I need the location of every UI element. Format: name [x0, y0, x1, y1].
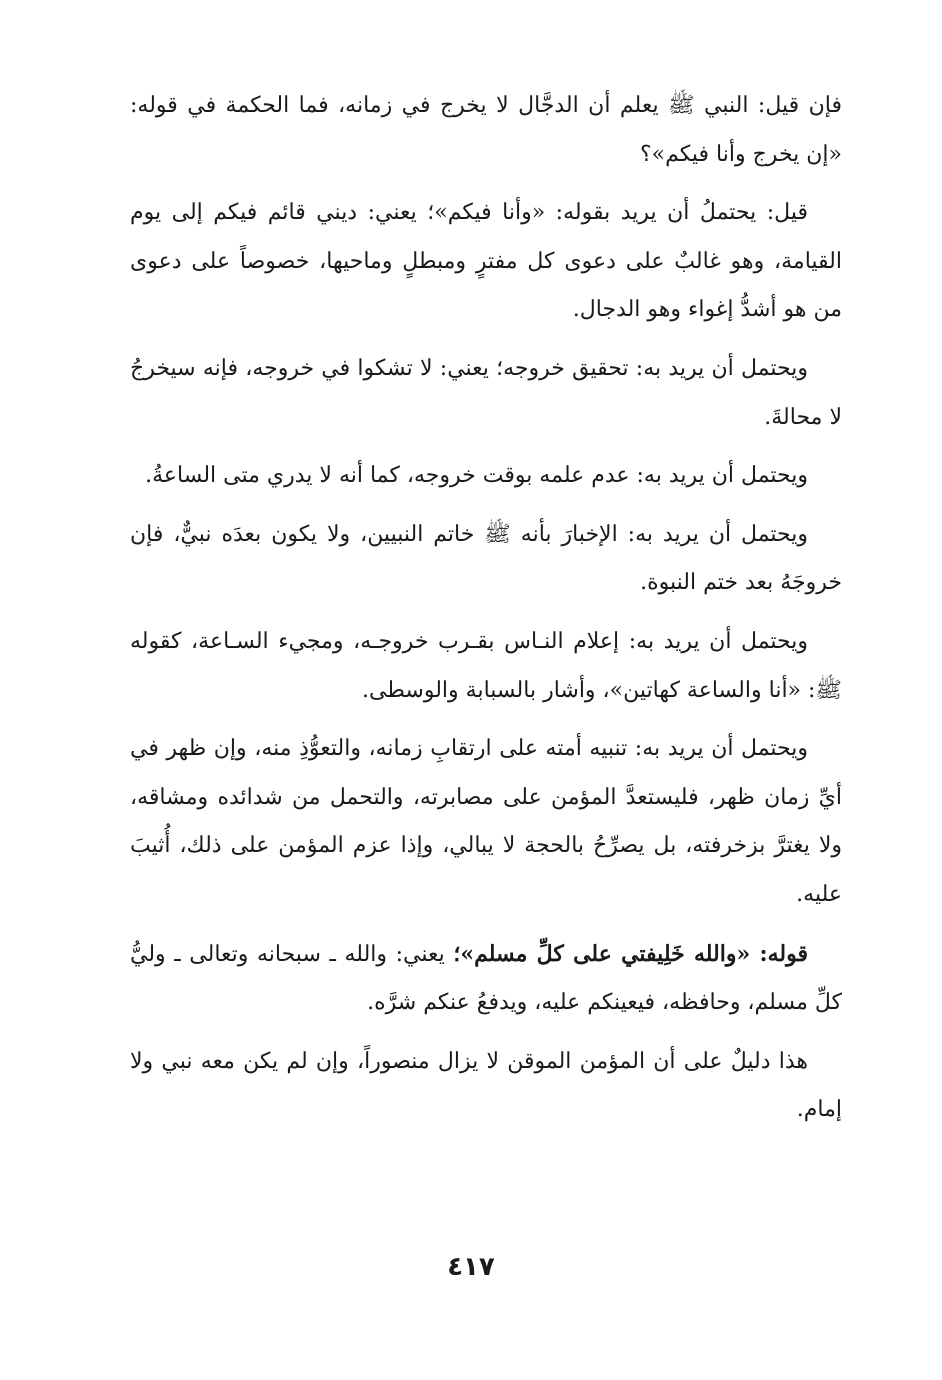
paragraph-text: ويحتمل أن يريد به: تنبيه أمته على ارتقابِ زمانه، والتعوُّذِ منه، وإن ظهر في أيِّ زمان ظهر، فليستعدَّ المؤمن على مصابرته، والتحمل من شدائده ومشاقه، ولا يغترَّ بزخرفته، بل يصرِّحُ بالحجة لا يبالي، وإذا عزم المؤمن على ذلك، أُثيبَ عليه.	[130, 736, 842, 907]
paragraph-text: ويحتمل أن يريد به: الإخبارَ بأنه ﷺ خاتم النبيين، ولا يكون بعدَه نبيٌّ، فإن خروجَهُ بعد ختم النبوة.	[130, 521, 842, 596]
hadith-quote-lead: قوله: «والله خَلِيفتي على كلِّ مسلم»؛	[453, 940, 808, 967]
paragraph	[130, 452, 842, 501]
page-number: ٤١٧	[447, 1252, 495, 1282]
paragraph	[130, 345, 842, 442]
paragraph-text: ويحتمل أن يريد به: إعلام النـاس بقـرب خروجـه، ومجيء السـاعة، كقوله ﷺ: «أنا والساعة كهاتين»، وأشار بالسبابة والوسطى.	[130, 628, 842, 703]
body-text	[130, 82, 842, 1145]
paragraph-text: فإن قيل: النبي ﷺ يعلم أن الدجَّال لا يخرج في زمانه، فما الحكمة في قوله: «إن يخرج وأنا فيكم»؟	[130, 93, 842, 167]
paragraph	[130, 511, 842, 608]
paragraph-text: ويحتمل أن يريد به: عدم علمه بوقت خروجه، كما أنه لا يدري متى الساعةُ.	[145, 463, 808, 489]
paragraph	[130, 82, 842, 179]
paragraph	[130, 618, 842, 715]
paragraph-text: يعني: والله ـ سبحانه وتعالى ـ وليُّ كلِّ مسلم، وحافظه، فيعينكم عليه، ويدفعُ عنكم شرَّه.	[130, 941, 842, 1016]
paragraph	[130, 1038, 842, 1135]
paragraph-text: قيل: يحتملُ أن يريد بقوله: «وأنا فيكم»؛ يعني: ديني قائم فيكم إلى يوم القيامة، وهو غالبٌ على دعوى كل مفترٍ ومبطلٍ وماحيها، خصوصاً على دعوى من هو أشدُّ إغواء وهو الدجال.	[130, 200, 842, 323]
paragraph	[130, 189, 842, 335]
paragraph-text: ويحتمل أن يريد به: تحقيق خروجه؛ يعني: لا تشكوا في خروجه، فإنه سيخرجُ لا محالةَ.	[130, 355, 842, 430]
paragraph-commentary	[130, 930, 842, 1028]
paragraph	[130, 725, 842, 919]
paragraph-text: هذا دليلٌ على أن المؤمن الموقن لا يزال منصوراً، وإن لم يكن معه نبي ولا إمام.	[130, 1048, 842, 1123]
